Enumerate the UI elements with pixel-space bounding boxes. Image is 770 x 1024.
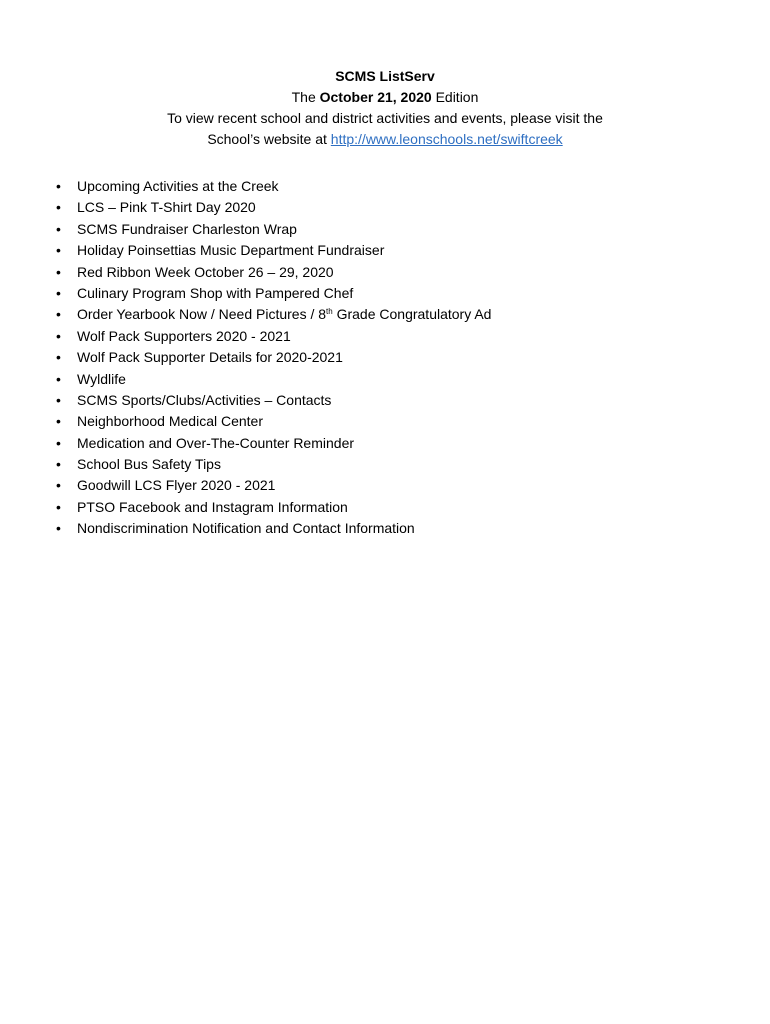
list-item-text: Holiday Poinsettias Music Department Fundraiser: [77, 242, 385, 259]
ordinal-superscript: th: [326, 307, 333, 317]
list-item: [56, 390, 491, 411]
edition-date: October 21, 2020: [319, 89, 432, 105]
list-item-text: Goodwill LCS Flyer 2020 - 2021: [77, 477, 276, 494]
bullet-icon: •: [56, 242, 61, 259]
bullet-icon: •: [56, 284, 61, 301]
list-item-text: SCMS Fundraiser Charleston Wrap: [77, 220, 297, 237]
bullet-icon: •: [56, 370, 61, 387]
list-item-text: SCMS Sports/Clubs/Activities – Contacts: [77, 391, 332, 408]
list-item-text: Nondiscrimination Notification and Contact Information: [77, 520, 415, 537]
list-item-text-after: Grade Congratulatory Ad: [332, 306, 492, 323]
list-item: [56, 475, 491, 496]
bullet-icon: •: [56, 477, 61, 494]
list-item: [56, 369, 491, 390]
bullet-icon: •: [56, 327, 61, 344]
list-item-text: Culinary Program Shop with Pampered Chef: [77, 284, 354, 301]
list-item: [56, 326, 491, 347]
list-item-text: Wolf Pack Supporter Details for 2020-2021: [77, 349, 343, 366]
bullet-icon: •: [56, 199, 61, 216]
newsletter-item-list: [56, 176, 491, 540]
document-title: SCMS ListServ: [335, 68, 435, 84]
list-item: [56, 411, 491, 432]
list-item-text: Wolf Pack Supporters 2020 - 2021: [77, 327, 291, 344]
bullet-icon: •: [56, 220, 61, 237]
bullet-icon: •: [56, 349, 61, 366]
list-item-text: LCS – Pink T-Shirt Day 2020: [77, 199, 256, 216]
edition-prefix: The: [291, 89, 320, 105]
document-header: [0, 66, 770, 150]
list-item-text: [77, 306, 491, 322]
list-item: [56, 304, 491, 325]
list-item: [56, 518, 491, 539]
list-item: [56, 262, 491, 283]
bullet-icon: •: [56, 263, 61, 280]
bullet-icon: •: [56, 434, 61, 451]
list-item: [56, 433, 491, 454]
edition-line: [0, 87, 770, 108]
list-item: [56, 176, 491, 197]
list-item: [56, 197, 491, 218]
visit-line: To view recent school and district activities and events, please visit the: [167, 110, 603, 126]
list-item: [56, 240, 491, 261]
list-item: [56, 454, 491, 475]
edition-suffix: Edition: [431, 89, 479, 105]
list-item-text-before: Order Yearbook Now / Need Pictures / 8: [77, 306, 327, 323]
bullet-icon: •: [56, 306, 61, 323]
bullet-icon: •: [56, 456, 61, 473]
list-item-text: Medication and Over-The-Counter Reminder: [77, 434, 355, 451]
list-item-text: School Bus Safety Tips: [77, 456, 221, 473]
bullet-icon: •: [56, 520, 61, 537]
website-link[interactable]: http://www.leonschools.net/swiftcreek: [330, 131, 563, 147]
bullet-icon: •: [56, 413, 61, 430]
list-item-text: Wyldlife: [77, 370, 126, 387]
bullet-icon: •: [56, 178, 61, 194]
list-item: [56, 347, 491, 368]
list-item-text: PTSO Facebook and Instagram Information: [77, 498, 348, 515]
list-item: [56, 497, 491, 518]
list-item: [56, 283, 491, 304]
website-line: [0, 129, 770, 150]
list-item-text: Red Ribbon Week October 26 – 29, 2020: [77, 263, 334, 280]
list-item-text: Neighborhood Medical Center: [77, 413, 263, 430]
list-item-text: Upcoming Activities at the Creek: [77, 178, 279, 194]
bullet-icon: •: [56, 498, 61, 515]
list-item: [56, 219, 491, 240]
bullet-icon: •: [56, 391, 61, 408]
website-prefix: School’s website at: [207, 131, 331, 147]
